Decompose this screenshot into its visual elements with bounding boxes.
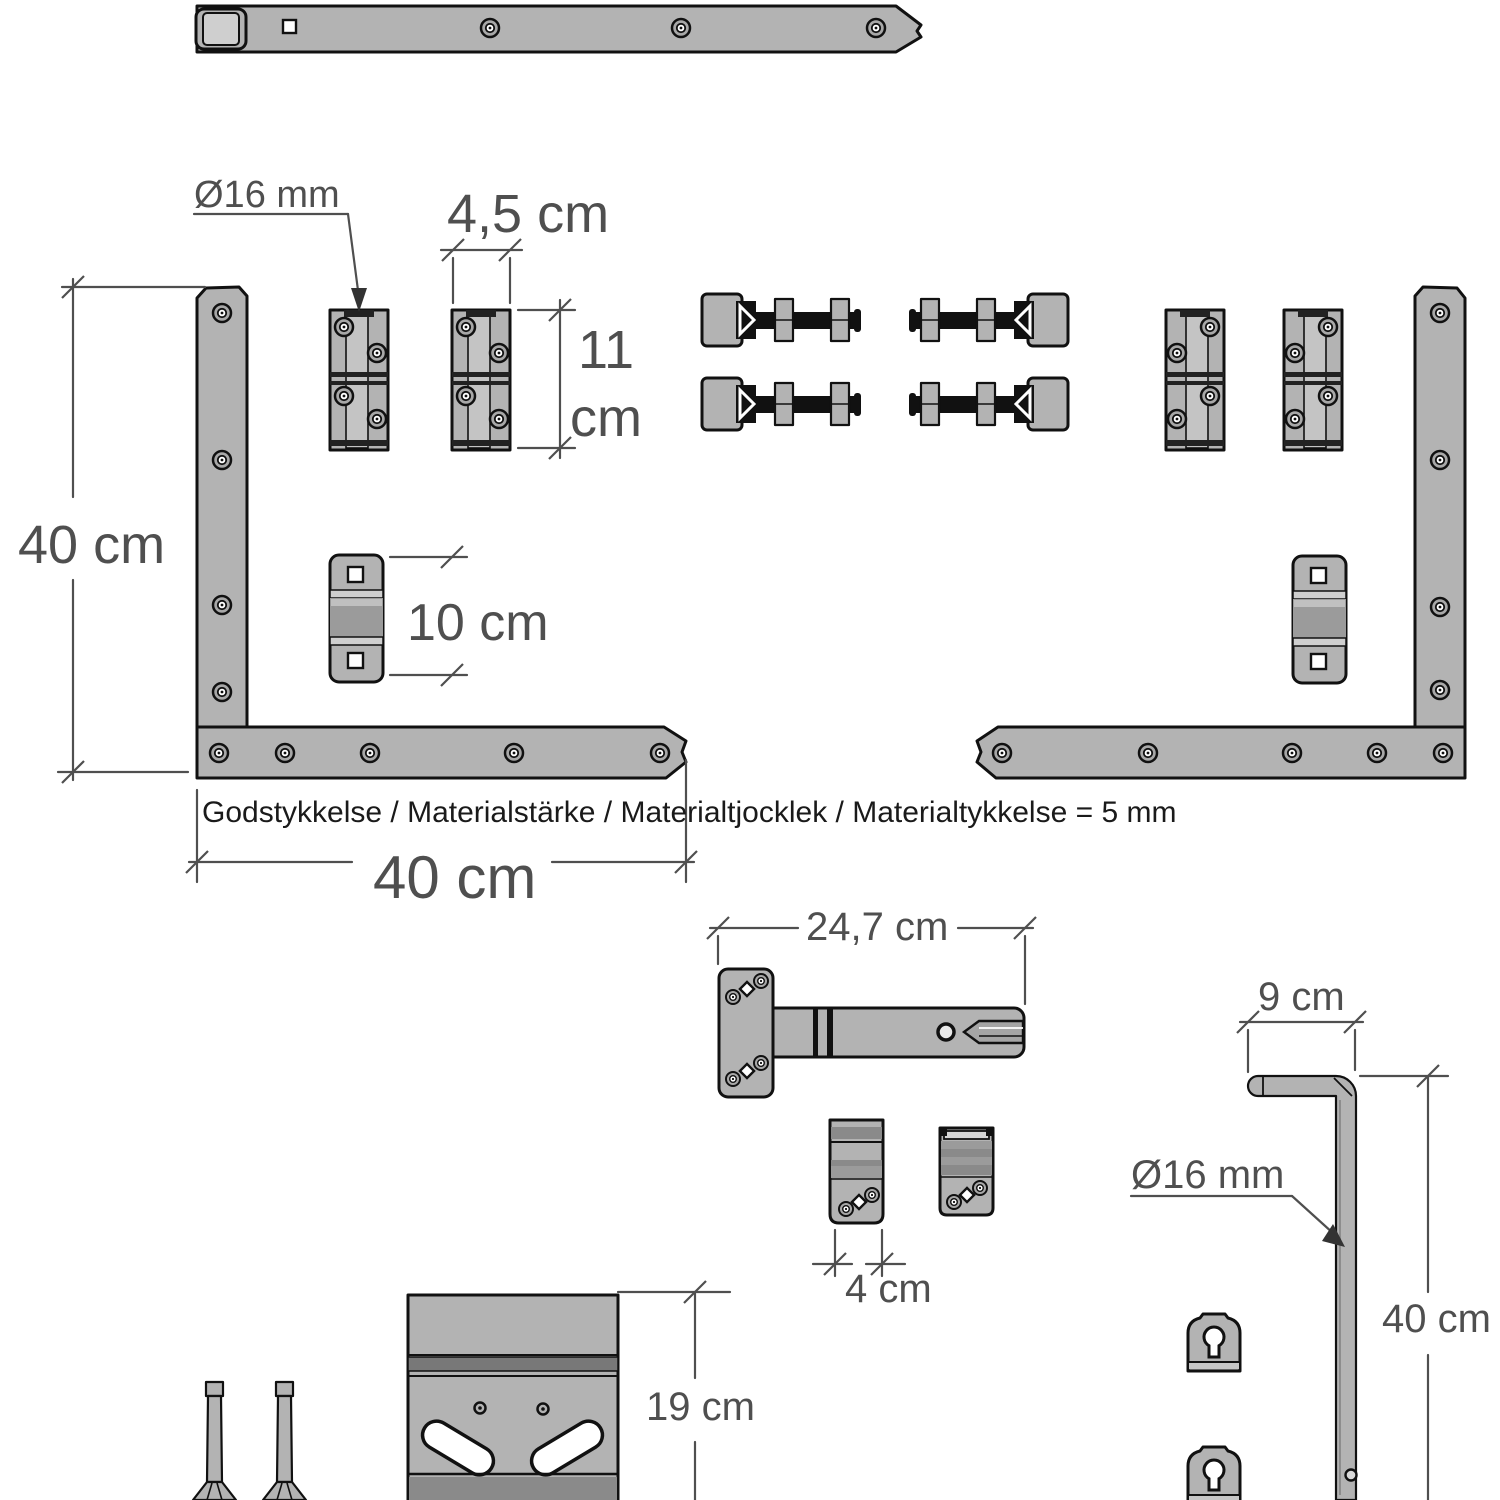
label-pin-diameter-top: Ø16 mm	[194, 174, 340, 216]
label-t-hinge-length: 24,7 cm	[806, 905, 949, 949]
label-wall-plate-length: 10 cm	[407, 594, 549, 652]
small-bracket-2	[940, 1128, 993, 1215]
keyhole-plate-2	[1188, 1447, 1240, 1500]
ground-pin-1	[193, 1382, 236, 1500]
label-bracket-length: 40 cm	[373, 844, 537, 911]
hinge-2	[452, 310, 510, 450]
keyhole-plate-1	[1188, 1314, 1240, 1371]
carriage-bolt-2	[702, 378, 861, 430]
carriage-bolt-4	[909, 378, 1068, 430]
hinge-3	[1166, 310, 1224, 450]
top-rail-square-hole	[283, 20, 296, 33]
dim-rod-arm-length	[1237, 975, 1366, 1072]
wall-plate-left	[330, 555, 383, 682]
carriage-bolt-1	[702, 294, 861, 346]
material-note: Godstykkelse / Materialstärke / Materialtjocklek / Materialtykkelse = 5 mm	[202, 796, 1177, 829]
hinge-1	[330, 310, 388, 450]
hinge-4	[1284, 310, 1342, 450]
ground-pin-2	[263, 1382, 306, 1500]
dim-rod-length	[1360, 1065, 1491, 1500]
label-bracket-height: 40 cm	[18, 515, 166, 575]
label-rod-length: 40 cm	[1382, 1297, 1491, 1341]
label-drop-plate-height: 19 cm	[646, 1385, 755, 1429]
wall-plate-right	[1293, 556, 1346, 683]
drop-plate	[408, 1295, 618, 1500]
dim-drop-plate-height	[618, 1281, 755, 1500]
small-bracket-1	[830, 1120, 883, 1223]
dim-hinge-width	[441, 184, 609, 303]
leader-arrow-icon	[351, 288, 367, 312]
t-hinge	[719, 969, 1024, 1097]
dim-hinge-height	[518, 299, 642, 459]
cane-bolt-rod	[1248, 1076, 1357, 1500]
dim-wall-plate-length	[390, 546, 549, 686]
top-rail	[196, 6, 921, 52]
label-hinge-width: 4,5 cm	[447, 184, 610, 244]
dim-rod-diameter	[1131, 1153, 1345, 1247]
label-small-bracket-width: 4 cm	[845, 1267, 932, 1311]
label-hinge-height-2: cm	[570, 388, 642, 448]
dim-bracket-height	[18, 276, 205, 783]
label-rod-diameter: Ø16 mm	[1131, 1153, 1285, 1197]
label-hinge-height-1: 11	[578, 320, 635, 380]
dim-bracket-length	[186, 760, 697, 911]
dim-small-bracket-width	[813, 1230, 932, 1311]
rod-pin-hole	[1346, 1470, 1357, 1481]
label-rod-arm-length: 9 cm	[1258, 975, 1345, 1019]
carriage-bolt-3	[909, 294, 1068, 346]
